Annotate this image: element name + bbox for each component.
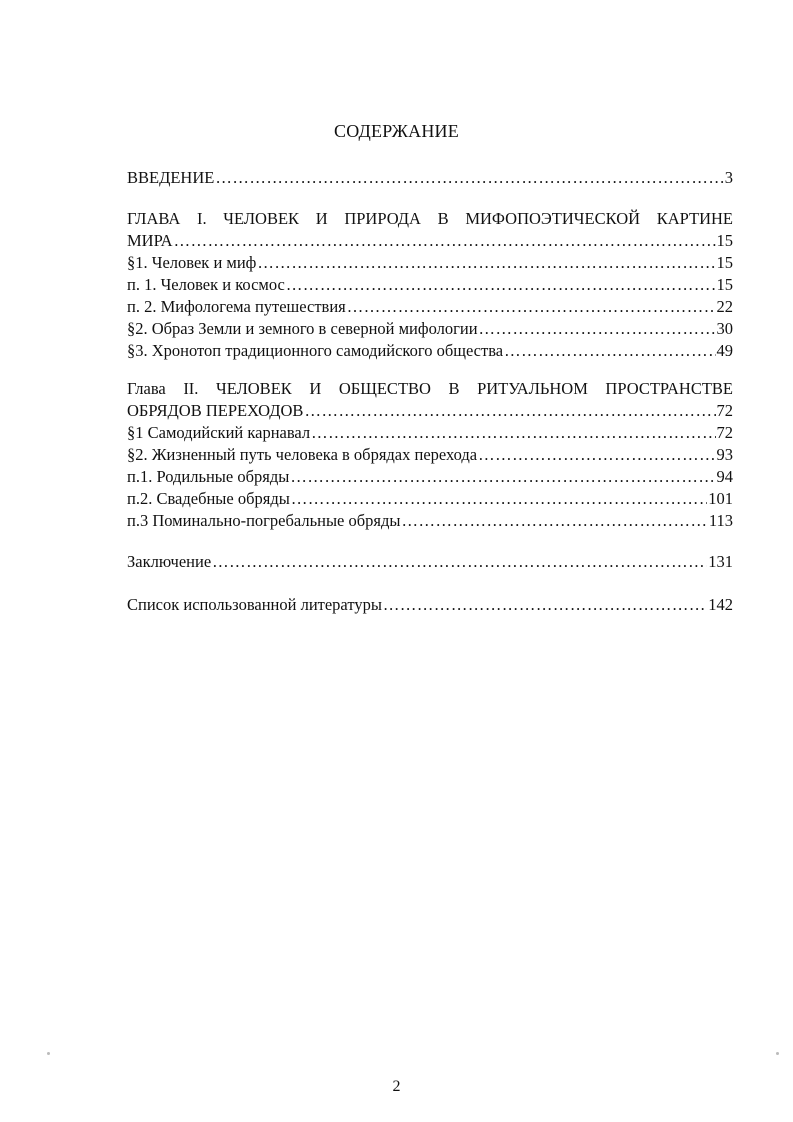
toc-entry [127, 488, 733, 510]
toc-entry-label: п.3 Поминально-погребальные обряды [127, 511, 401, 530]
toc-leader-dots [215, 167, 723, 189]
toc-entry [127, 466, 733, 488]
toc-entry [127, 422, 733, 444]
toc-entry [127, 252, 733, 274]
toc-entry-page: 15 [716, 231, 733, 250]
toc-entry-intro [127, 167, 733, 189]
toc-entry-label: §3. Хронотоп традиционного самодийского общества [127, 341, 504, 360]
toc-entry [127, 340, 733, 362]
toc-chapter2-heading: Глава II. ЧЕЛОВЕК И ОБЩЕСТВО В РИТУАЛЬНОМ ПРОСТРАНСТВЕ [127, 379, 733, 398]
toc-entry [127, 444, 733, 466]
toc-entry-page: 15 [716, 253, 733, 272]
toc-leader-dots [257, 252, 715, 274]
toc-entry-page: 15 [716, 275, 733, 294]
toc-entry-label: §1 Самодийский карнавал [127, 423, 311, 442]
toc-entry-page: 72 [716, 401, 733, 420]
toc-entry-label: п. 1. Человек и космос [127, 275, 285, 294]
toc-entry-label: МИРА [127, 231, 173, 250]
toc-entry-page: 101 [708, 489, 733, 508]
toc-entry-page: 3 [724, 168, 733, 187]
toc-entry-label: п.1. Родильные обряды [127, 467, 290, 486]
toc-entry-label: §2. Жизненный путь человека в обрядах перехода [127, 445, 478, 464]
toc-entry-label: ОБРЯДОВ ПЕРЕХОДОВ [127, 401, 304, 420]
scan-speck [47, 1052, 50, 1055]
toc-leader-dots [504, 340, 715, 362]
toc-entry-chapter1 [127, 230, 733, 252]
toc-entry-page: 49 [716, 341, 733, 360]
toc-leader-dots [174, 230, 716, 252]
toc-entry [127, 296, 733, 318]
toc-leader-dots [286, 274, 716, 296]
toc-entry-page: 93 [716, 445, 733, 464]
toc-entry-label: Заключение [127, 552, 212, 571]
toc-entry-page: 22 [716, 297, 733, 316]
toc-entry-page: 94 [716, 467, 733, 486]
toc-leader-dots [383, 594, 707, 616]
toc-entry [127, 318, 733, 340]
toc-entry-page: 113 [708, 511, 733, 530]
toc-entry-label: ВВЕДЕНИЕ [127, 168, 215, 187]
toc-leader-dots [304, 400, 715, 422]
toc-leader-dots [291, 488, 707, 510]
toc-leader-dots [212, 551, 707, 573]
toc-entry-page: 30 [716, 319, 733, 338]
toc-entry-page: 142 [708, 595, 733, 614]
toc-leader-dots [478, 444, 715, 466]
toc-entry-page: 72 [716, 423, 733, 442]
toc-leader-dots [290, 466, 715, 488]
toc-entry-label: §1. Человек и миф [127, 253, 257, 272]
toc-leader-dots [311, 422, 715, 444]
toc-entry [127, 274, 733, 296]
toc-entry-label: п. 2. Мифологема путешествия [127, 297, 346, 316]
toc-entry-label: п.2. Свадебные обряды [127, 489, 290, 508]
toc-entry-label: Список использованной литературы [127, 595, 382, 614]
toc-chapter1-heading: ГЛАВА I. ЧЕЛОВЕК И ПРИРОДА В МИФОПОЭТИЧЕСКОЙ КАРТИНЕ [127, 209, 733, 228]
toc-entry-page: 131 [708, 552, 733, 571]
toc-entry [127, 510, 733, 532]
page-title: СОДЕРЖАНИЕ [334, 121, 459, 141]
page-number: 2 [392, 1078, 401, 1095]
toc-entry-conclusion [127, 551, 733, 573]
toc-leader-dots [479, 318, 716, 340]
toc-leader-dots [401, 510, 707, 532]
toc-entry-chapter2 [127, 400, 733, 422]
toc-leader-dots [347, 296, 716, 318]
toc-entry-bibliography [127, 594, 733, 616]
toc-entry-label: §2. Образ Земли и земного в северной мифологии [127, 319, 478, 338]
scan-speck [776, 1052, 779, 1055]
